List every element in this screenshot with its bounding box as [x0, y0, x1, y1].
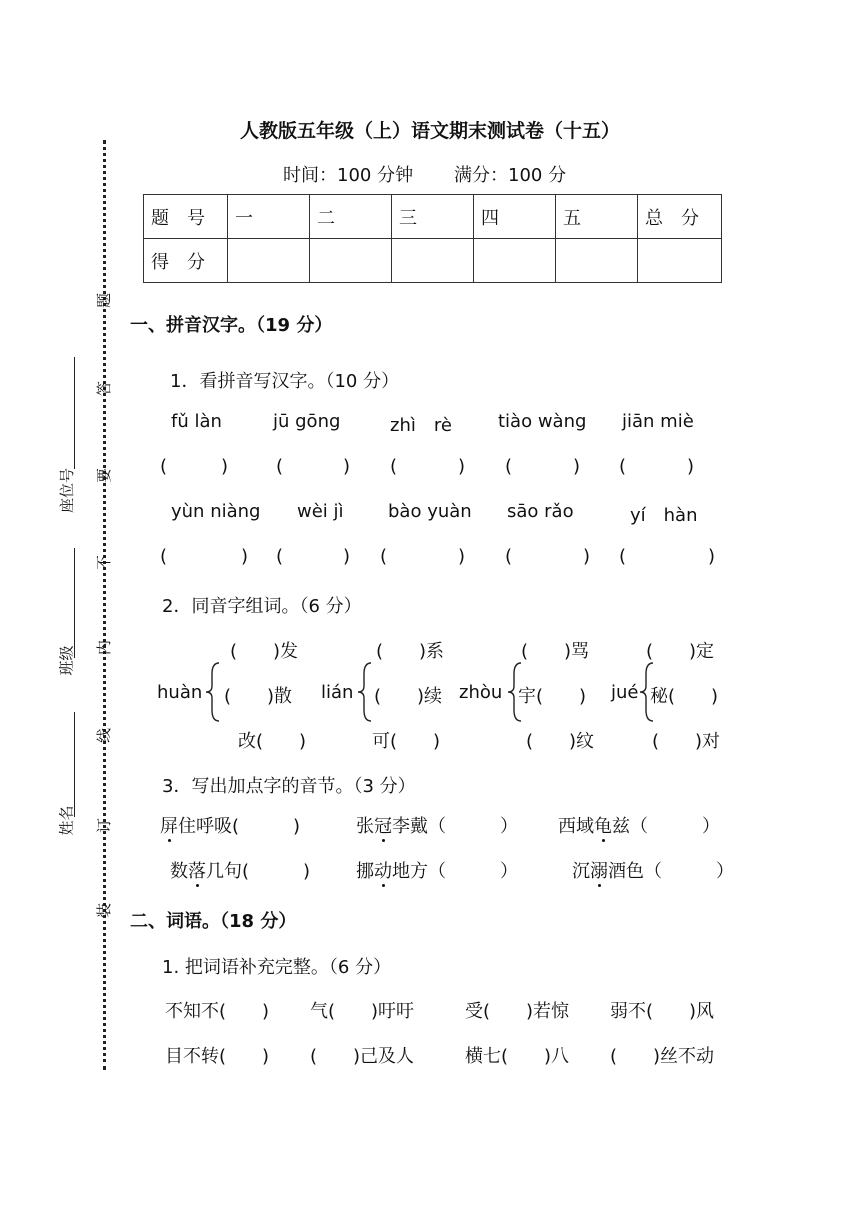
dotted-word-item[interactable]: 西域龟兹（ ）: [558, 816, 720, 837]
pinyin: lián: [321, 682, 354, 703]
score-cell[interactable]: [556, 239, 638, 283]
class-label: 班级: [57, 645, 76, 676]
page-title: 人教版五年级（上）语文期末测试卷（十五）: [239, 120, 620, 142]
brace-icon: [205, 662, 221, 722]
answer-blank[interactable]: ( ): [380, 546, 465, 567]
binding-char: 内: [95, 639, 114, 656]
table-cell: 三: [392, 195, 474, 239]
binding-char: 要: [95, 467, 114, 484]
pinyin: zhì rè: [390, 415, 452, 436]
idiom-item[interactable]: ( )丝不动: [610, 1046, 715, 1067]
word-item[interactable]: ( )系: [376, 641, 445, 662]
score-table: [143, 194, 722, 283]
word-item[interactable]: ( )续: [374, 686, 443, 707]
answer-blank[interactable]: ( ): [505, 456, 580, 477]
pinyin: yí hàn: [630, 505, 698, 526]
idiom-item[interactable]: ( )己及人: [310, 1046, 415, 1067]
idiom-item[interactable]: 横七( )八: [465, 1046, 570, 1067]
question-title: 2．同音字组词。（6 分）: [162, 596, 362, 617]
dotted-word-item[interactable]: 沉溺酒色（ ）: [572, 861, 734, 882]
binding-char: 装: [95, 902, 114, 919]
brace-icon: [357, 662, 373, 722]
score-cell[interactable]: [474, 239, 556, 283]
binding-char: 线: [95, 727, 114, 744]
score-cell[interactable]: [638, 239, 722, 283]
word-item[interactable]: 可( ): [372, 731, 441, 752]
pinyin: bào yuàn: [388, 501, 472, 522]
binding-char: 不: [95, 554, 114, 571]
pinyin: tiào wàng: [498, 411, 587, 432]
word-item[interactable]: ( )散: [224, 686, 293, 707]
answer-blank[interactable]: ( ): [619, 546, 715, 567]
answer-blank[interactable]: ( ): [276, 456, 350, 477]
binding-char: 题: [95, 292, 114, 309]
class-underline: [74, 548, 75, 658]
table-cell: 二: [310, 195, 392, 239]
section-title: 一、拼音汉字。（19 分）: [130, 315, 333, 336]
pinyin: fǔ làn: [171, 411, 222, 432]
pinyin: jiān miè: [622, 411, 694, 432]
question-title: 1．看拼音写汉字。（10 分）: [170, 371, 400, 392]
pinyin: zhòu: [459, 682, 503, 703]
pinyin: yùn niàng: [171, 501, 261, 522]
idiom-item[interactable]: 不知不( ): [165, 1001, 270, 1022]
answer-blank[interactable]: ( ): [505, 546, 590, 567]
table-row: [144, 195, 722, 239]
answer-blank[interactable]: ( ): [160, 456, 228, 477]
binding-char: 答: [95, 380, 114, 397]
idiom-item[interactable]: 目不转( ): [165, 1046, 270, 1067]
name-underline: [74, 712, 75, 817]
score-cell[interactable]: [310, 239, 392, 283]
seat-label: 座位号: [58, 467, 77, 514]
dotted-word-item[interactable]: 张冠李戴（ ）: [356, 816, 518, 837]
score-cell[interactable]: [228, 239, 310, 283]
table-cell: 题 号: [144, 195, 228, 239]
answer-blank[interactable]: ( ): [276, 546, 350, 567]
pinyin: jū gōng: [273, 411, 341, 432]
time-info: 时间：100 分钟: [283, 165, 414, 186]
seat-underline: [74, 357, 75, 469]
idiom-item[interactable]: 受( )若惊: [465, 1001, 570, 1022]
table-cell: 五: [556, 195, 638, 239]
dotted-word-item[interactable]: 数落几句( ): [170, 861, 311, 882]
word-item[interactable]: 秘( ): [650, 686, 719, 707]
name-label: 姓名: [57, 805, 76, 836]
idiom-item[interactable]: 气( )吁吁: [310, 1001, 415, 1022]
word-item[interactable]: ( )对: [652, 731, 721, 752]
pinyin: sāo rǎo: [507, 501, 574, 522]
answer-blank[interactable]: ( ): [390, 456, 465, 477]
answer-blank[interactable]: ( ): [619, 456, 694, 477]
binding-char: 订: [95, 817, 114, 834]
word-item[interactable]: 宇( ): [518, 686, 587, 707]
word-item[interactable]: ( )骂: [521, 641, 590, 662]
pinyin: wèi jì: [297, 501, 344, 522]
question-title: 3．写出加点字的音节。（3 分）: [162, 776, 416, 797]
section-title: 二、词语。（18 分）: [130, 911, 297, 932]
dotted-word-item[interactable]: 屏住呼吸( ): [160, 816, 301, 837]
idiom-item[interactable]: 弱不( )风: [610, 1001, 715, 1022]
table-cell: 得 分: [144, 239, 228, 283]
pinyin: huàn: [157, 682, 203, 703]
word-item[interactable]: ( )发: [230, 641, 299, 662]
score-info: 满分：100 分: [454, 165, 567, 186]
word-item[interactable]: ( )定: [646, 641, 715, 662]
table-row: [144, 239, 722, 283]
table-cell: 四: [474, 195, 556, 239]
word-item[interactable]: ( )纹: [526, 731, 595, 752]
binding-dotted-line: [103, 140, 106, 1070]
table-cell: 一: [228, 195, 310, 239]
answer-blank[interactable]: ( ): [160, 546, 248, 567]
score-cell[interactable]: [392, 239, 474, 283]
table-cell: 总 分: [638, 195, 722, 239]
word-item[interactable]: 改( ): [238, 731, 307, 752]
pinyin: jué: [611, 682, 639, 703]
dotted-word-item[interactable]: 挪动地方（ ）: [356, 861, 518, 882]
question-title: 1. 把词语补充完整。（6 分）: [162, 957, 392, 978]
